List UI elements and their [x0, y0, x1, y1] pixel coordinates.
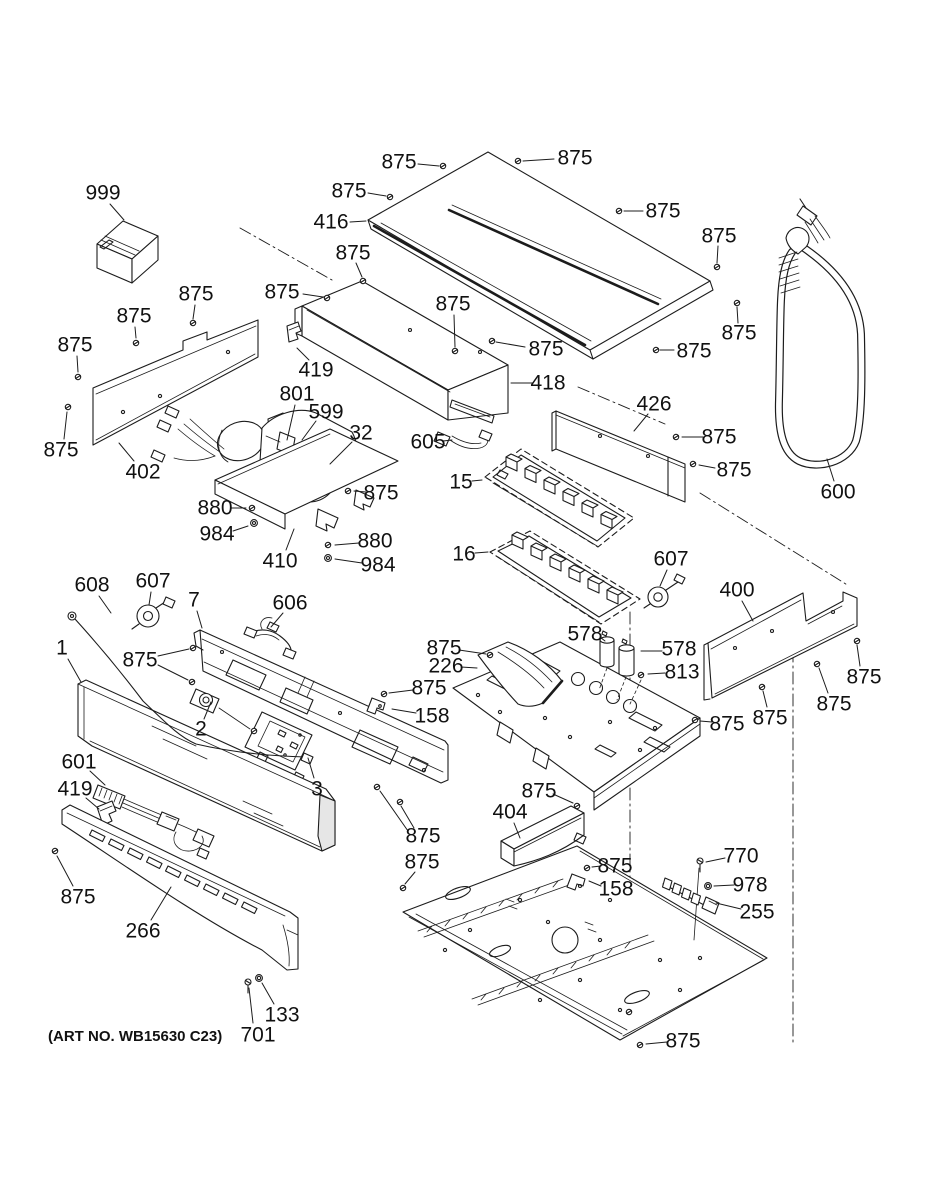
screw-symbol — [65, 404, 70, 409]
part-callout-875: 875 — [816, 692, 852, 716]
part-callout-875: 875 — [701, 425, 737, 449]
part-callout-606: 606 — [272, 591, 308, 615]
screw-symbol — [52, 848, 57, 853]
part-callout-875: 875 — [752, 706, 788, 730]
part-callout-1: 1 — [56, 636, 68, 660]
part-callout-410: 410 — [262, 549, 298, 573]
bolt-symbol — [245, 979, 251, 993]
screw-symbol — [653, 347, 658, 352]
screw-symbol — [734, 300, 739, 305]
part-callout-999: 999 — [85, 181, 121, 205]
part-callout-875: 875 — [363, 481, 399, 505]
screw-symbol — [584, 865, 589, 870]
part-callout-158: 158 — [598, 877, 634, 901]
part-callout-984: 984 — [199, 522, 235, 546]
part-callout-578: 578 — [661, 637, 697, 661]
screw-symbol — [440, 163, 445, 168]
part-607-motor-left — [132, 597, 175, 629]
part-600-power-cord — [779, 199, 862, 465]
screw-symbol — [452, 348, 457, 353]
part-callout-875: 875 — [178, 282, 214, 306]
part-callout-875: 875 — [716, 458, 752, 482]
art-number: (ART NO. WB15630 C23) — [48, 1028, 223, 1045]
screw-symbol — [381, 691, 386, 696]
part-606-harness — [244, 618, 296, 659]
part-158-bracket-mid — [367, 698, 385, 714]
screw-symbol — [251, 728, 256, 733]
part-callout-402: 402 — [125, 460, 161, 484]
part-callout-226: 226 — [428, 654, 464, 678]
washer-symbol — [325, 555, 332, 562]
screw-symbol — [714, 264, 719, 269]
part-callout-426: 426 — [636, 392, 672, 416]
screw-symbol — [638, 672, 643, 677]
part-callout-875: 875 — [335, 241, 371, 265]
part-callout-255: 255 — [739, 900, 775, 924]
part-callout-875: 875 — [597, 854, 633, 878]
part-callout-875: 875 — [426, 636, 462, 660]
part-callout-2: 2 — [195, 717, 207, 741]
screw-symbol — [487, 652, 492, 657]
part-400-panel — [704, 592, 857, 700]
part-callout-418: 418 — [530, 371, 566, 395]
part-999-box — [97, 221, 158, 283]
part-callout-607: 607 — [135, 569, 171, 593]
screw-symbol — [515, 158, 520, 163]
part-callout-875: 875 — [435, 292, 471, 316]
screw-symbol — [690, 461, 695, 466]
part-16-board — [490, 531, 640, 624]
part-callout-770: 770 — [723, 844, 759, 868]
screw-symbol — [616, 208, 621, 213]
part-callout-601: 601 — [61, 750, 97, 774]
screw-symbol — [387, 194, 392, 199]
part-callout-813: 813 — [664, 660, 700, 684]
part-callout-875: 875 — [381, 150, 417, 174]
part-266-trim — [62, 805, 298, 970]
part-callout-875: 875 — [676, 339, 712, 363]
part-callout-880: 880 — [357, 529, 393, 553]
part-callout-984: 984 — [360, 553, 396, 577]
part-callout-15: 15 — [449, 470, 473, 494]
screw-symbol — [692, 717, 697, 722]
part-callout-875: 875 — [331, 179, 367, 203]
washer-symbol — [251, 520, 258, 527]
nut-symbol — [256, 975, 263, 982]
part-callout-875: 875 — [57, 333, 93, 357]
part-callout-419: 419 — [57, 777, 93, 801]
part-419-clip-top — [287, 322, 301, 342]
screw-symbol — [249, 505, 254, 510]
part-callout-608: 608 — [74, 573, 110, 597]
bolt-symbol — [697, 858, 703, 872]
part-callout-875: 875 — [521, 779, 557, 803]
screw-symbol — [324, 295, 329, 300]
part-callout-404: 404 — [492, 800, 528, 824]
part-bottom-panel — [403, 846, 767, 1040]
screw-symbol — [374, 784, 379, 789]
screw-symbol — [190, 320, 195, 325]
screw-symbol — [360, 278, 365, 283]
screw-symbol — [189, 679, 194, 684]
part-callout-16: 16 — [452, 542, 476, 566]
part-callout-419: 419 — [298, 358, 334, 382]
part-callout-875: 875 — [122, 648, 158, 672]
screw-symbol — [345, 488, 350, 493]
part-callout-801: 801 — [279, 382, 315, 406]
part-607-motor-right — [644, 574, 685, 608]
part-callout-880: 880 — [197, 496, 233, 520]
part-callout-400: 400 — [719, 578, 755, 602]
part-callout-158: 158 — [414, 704, 450, 728]
part-callout-875: 875 — [557, 146, 593, 170]
screw-symbol — [133, 340, 138, 345]
screw-symbol — [190, 645, 195, 650]
part-callout-875: 875 — [721, 321, 757, 345]
screw-symbol — [75, 374, 80, 379]
part-callout-133: 133 — [264, 1003, 300, 1027]
screw-symbol — [574, 803, 579, 808]
part-callout-875: 875 — [411, 676, 447, 700]
part-callout-607: 607 — [653, 547, 689, 571]
part-callout-7: 7 — [188, 588, 200, 612]
part-callout-600: 600 — [820, 480, 856, 504]
part-callout-875: 875 — [116, 304, 152, 328]
part-callout-605: 605 — [410, 430, 446, 454]
part-callout-32: 32 — [349, 421, 373, 445]
screw-symbol — [637, 1042, 642, 1047]
part-callout-3: 3 — [311, 777, 323, 801]
part-callout-875: 875 — [846, 665, 882, 689]
screw-symbol — [854, 638, 859, 643]
part-callout-875: 875 — [665, 1029, 701, 1053]
part-callout-875: 875 — [60, 885, 96, 909]
part-callout-875: 875 — [645, 199, 681, 223]
screw-symbol — [325, 542, 330, 547]
screw-symbol — [626, 1009, 631, 1014]
part-callout-875: 875 — [701, 224, 737, 248]
screw-symbol — [397, 799, 402, 804]
part-callout-701: 701 — [240, 1023, 276, 1047]
part-callout-266: 266 — [125, 919, 161, 943]
nut-symbol — [705, 883, 712, 890]
part-callout-875: 875 — [709, 712, 745, 736]
part-callout-875: 875 — [264, 280, 300, 304]
screw-symbol — [489, 338, 494, 343]
part-callout-599: 599 — [308, 400, 344, 424]
part-callout-875: 875 — [405, 824, 441, 848]
part-callout-875: 875 — [404, 850, 440, 874]
part-callout-875: 875 — [43, 438, 79, 462]
part-callout-416: 416 — [313, 210, 349, 234]
screw-symbol — [673, 434, 678, 439]
screw-symbol — [759, 684, 764, 689]
part-callout-578: 578 — [567, 622, 603, 646]
part-callout-875: 875 — [528, 337, 564, 361]
part-callout-978: 978 — [732, 873, 768, 897]
screw-symbol — [814, 661, 819, 666]
screw-symbol — [400, 885, 405, 890]
